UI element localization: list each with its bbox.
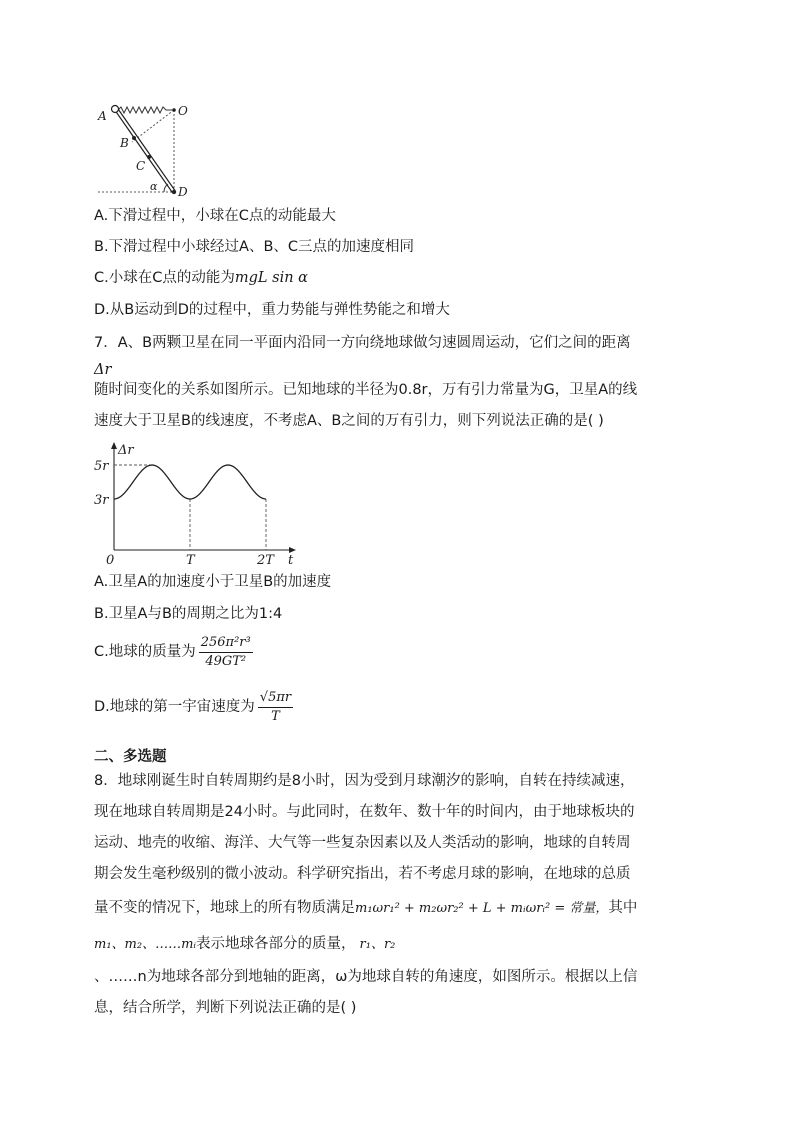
- q7-option-d-text: D.地球的第一宇宙速度为: [94, 699, 255, 715]
- q8-line5-formula: m₁ωr₁² + m₂ωr₂² + L + mᵢωrᵢ² = 常量，: [355, 901, 609, 916]
- label-b: B: [120, 136, 129, 150]
- q8-line5: [94, 898, 637, 919]
- q6-option-d: D.从B运动到D的过程中，重力势能与弹性势能之和增大: [94, 302, 450, 318]
- label-d: D: [178, 185, 188, 199]
- y-axis-label: Δr: [118, 443, 134, 458]
- q8-line2: 现在地球自转周期是24小时。与此同时，在数年、数十年的时间内，由于地球板块的: [94, 804, 635, 820]
- q7-option-b: B.卫星A与B的周期之比为1:4: [94, 606, 283, 622]
- label-a: A: [98, 109, 107, 123]
- q6-option-c-text: C.小球在C点的动能为: [94, 270, 235, 286]
- q7-stem-line2: 随时间变化的关系如图所示。已知地球的半径为0.8r，万有引力常量为G，卫星A的线: [94, 382, 638, 398]
- spring: [118, 107, 172, 113]
- incline-spring-figure: [92, 96, 202, 200]
- q7-option-d: [94, 689, 293, 725]
- y-tick-5r: 5r: [94, 459, 109, 474]
- x-tick-2t: 2T: [257, 553, 274, 566]
- q8-line6-masses: m₁、m₂、……mᵢ: [94, 937, 197, 952]
- q7-option-d-fraction: [258, 690, 293, 725]
- point-c: [147, 155, 151, 159]
- label-o: O: [178, 104, 188, 118]
- q8-line8: 息，结合所学，判断下列说法正确的是( ): [94, 1000, 357, 1016]
- label-alpha: α: [150, 180, 158, 193]
- q8-line7: 、……n为地球各部分到地轴的距离，ω为地球自转的角速度，如图所示。根据以上信: [94, 969, 638, 985]
- ring-a: [112, 106, 119, 113]
- label-c: C: [136, 159, 146, 173]
- q7-stem-line3: 速度大于卫星B的线速度，不考虑A、B之间的万有引力，则下列说法正确的是( ): [94, 413, 604, 429]
- q8-line6-text: 表示地球各部分的质量，: [196, 936, 356, 952]
- q7-option-c-numerator: 256π²r³: [199, 635, 253, 653]
- q8-line3: 运动、地壳的收缩、海洋、大气等一些复杂因素以及人类活动的影响，地球的自转周: [94, 835, 631, 851]
- q6-option-c-math: mgL sin α: [234, 270, 308, 286]
- q8-line5-tail: 其中: [608, 900, 638, 916]
- q7-option-c-denominator: 49GT²: [205, 653, 247, 669]
- x-axis-label: t: [288, 553, 294, 566]
- q7-stem-delta-r: Δr: [94, 362, 112, 378]
- series-curve: [114, 465, 266, 499]
- x-tick-0: 0: [106, 553, 115, 566]
- q8-line6-radii: r₁、r₂: [359, 937, 396, 952]
- q6-option-b: B.下滑过程中小球经过A、B、C三点的加速度相同: [94, 239, 415, 255]
- q8-line6: [94, 934, 395, 955]
- section-title-multi-choice: 二、多选题: [94, 749, 167, 765]
- q7-option-c: [94, 634, 253, 670]
- y-tick-3r: 3r: [94, 493, 109, 508]
- q7-option-d-denominator: T: [271, 708, 280, 724]
- q7-option-c-text: C.地球的质量为: [94, 644, 196, 660]
- q7-stem-line1: 7．A、B两颗卫星在同一平面内沿同一方向绕地球做匀速圆周运动，它们之间的距离: [94, 335, 631, 351]
- q8-line4: 期会发生毫秒级别的微小波动。科学研究指出，若不考虑月球的影响，在地球的总质: [94, 866, 631, 882]
- point-o: [172, 108, 176, 112]
- q7-option-c-fraction: [199, 635, 253, 670]
- y-axis-arrow: [111, 442, 117, 449]
- q8-line5-text: 量不变的情况下，地球上的所有物质满足: [94, 900, 355, 916]
- point-d: [172, 190, 176, 194]
- x-tick-t: T: [186, 553, 195, 566]
- delta-r-time-chart: [92, 440, 307, 566]
- q6-option-a: A.下滑过程中，小球在C点的动能最大: [94, 208, 336, 224]
- point-b: [132, 136, 136, 140]
- q6-option-c: [94, 268, 308, 288]
- q7-option-a: A.卫星A的加速度小于卫星B的加速度: [94, 574, 332, 590]
- q7-option-d-numerator: √5πr: [258, 690, 293, 708]
- q8-line1: 8．地球刚诞生时自转周期约是8小时，因为受到月球潮汐的影响，自转在持续减速，: [94, 773, 635, 789]
